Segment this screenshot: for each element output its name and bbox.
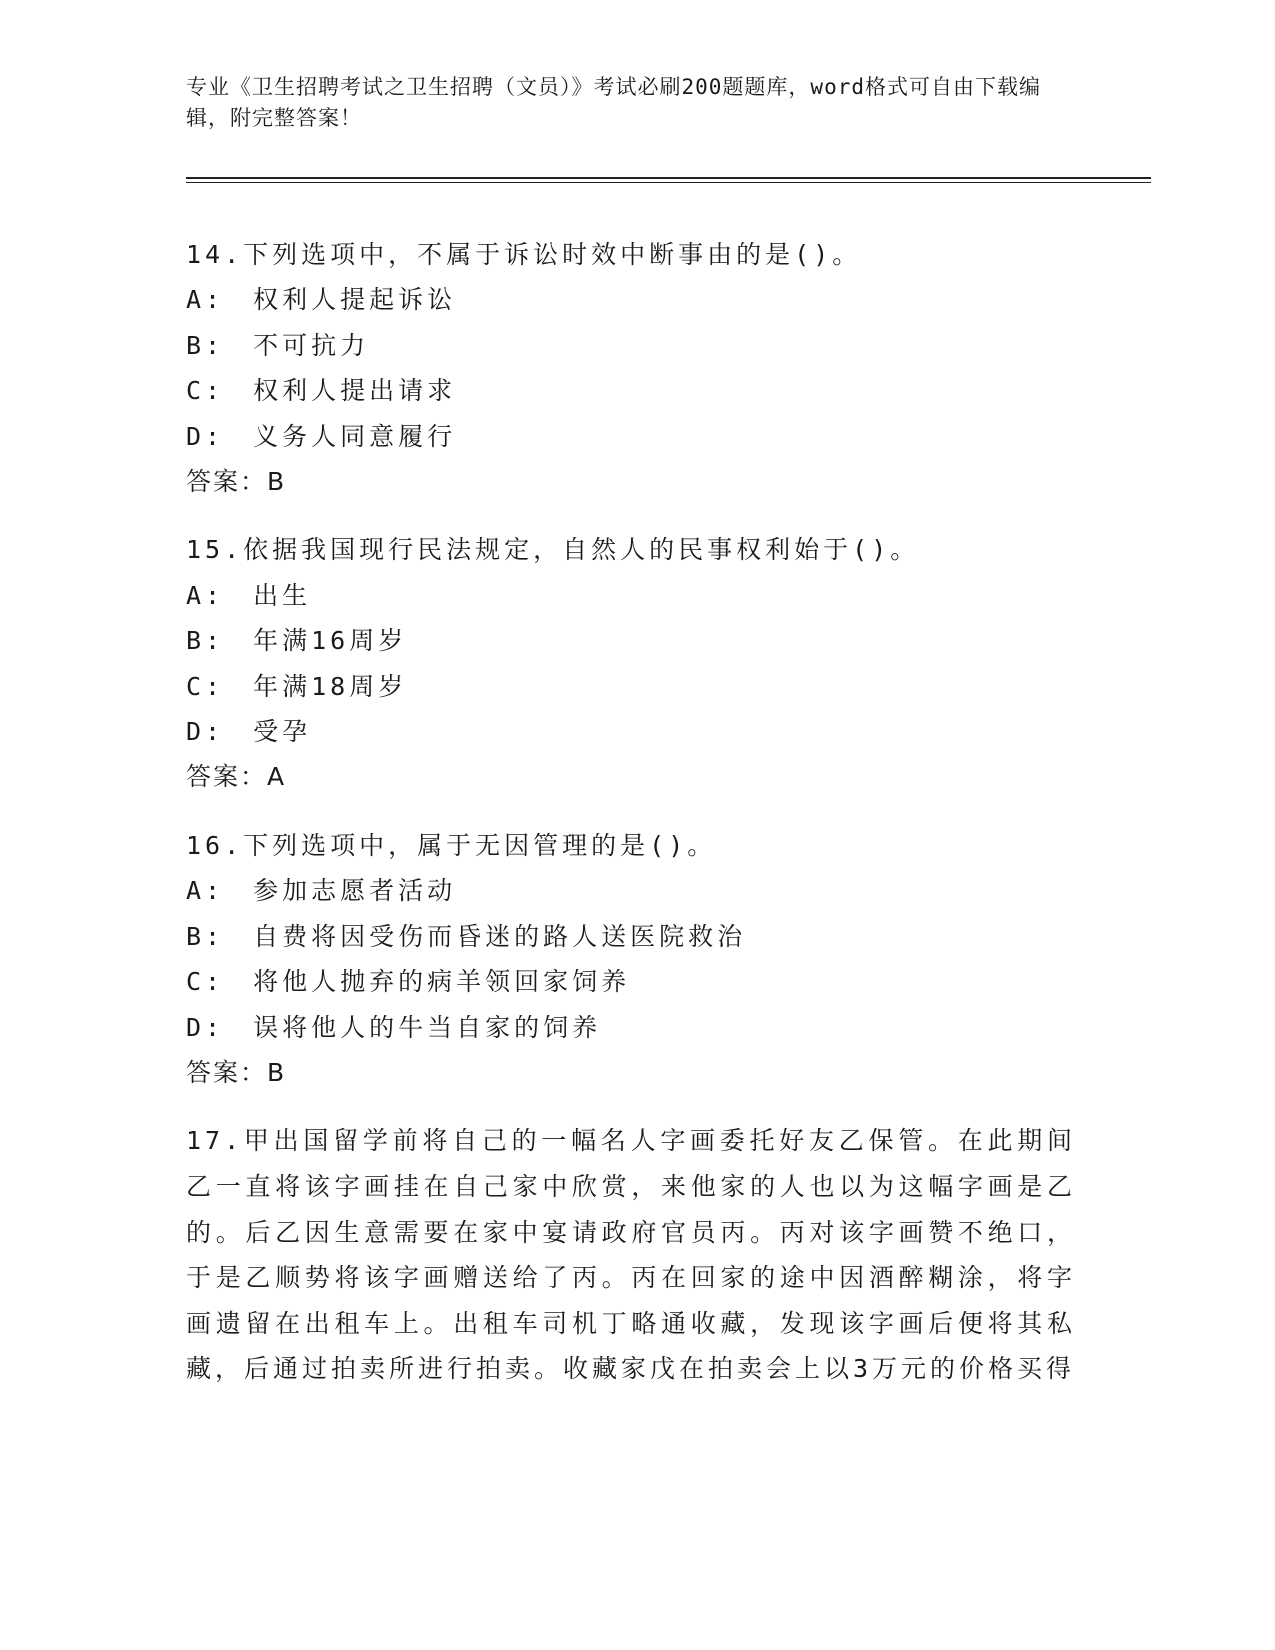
option-a: A: 出生 [186, 580, 312, 610]
option-d: D: 受孕 [186, 717, 312, 747]
option-c: C: 将他人抛弃的病羊领回家饲养 [186, 967, 631, 997]
option-b: B: 自费将因受伤而昏迷的路人送医院救治 [186, 921, 747, 951]
document-header: 专业《卫生招聘考试之卫生招聘（文员）》考试必刷200题题库，word格式可自由下载编辑，附完整答案！ [186, 75, 1041, 130]
option-b: B: 年满16周岁 [186, 626, 408, 656]
option-b: B: 不可抗力 [186, 330, 370, 360]
option-d: D: 误将他人的牛当自家的饲养 [186, 1012, 602, 1042]
question-14 [186, 232, 1076, 504]
option-a: A: 参加志愿者活动 [186, 876, 457, 906]
question-16 [186, 823, 1076, 1095]
option-c: C: 年满18周岁 [186, 671, 408, 701]
option-d: D: 义务人同意履行 [186, 421, 457, 451]
answer: 答案：B [186, 1057, 287, 1087]
question-stem: 17.甲出国留学前将自己的一幅名人字画委托好友乙保管。在此期间乙一直将该字画挂在自己家中欣赏，来他家的人也以为这幅字画是乙的。后乙因生意需要在家中宴请政府官员丙。丙对该字画赞不绝口，于是乙顺势将该字画赠送给了丙。丙在回家的途中因酒醉糊涂，将字画遗留在出租车上。出租车司机丁略通收藏，发现该字画后便将其私藏，后通过拍卖所进行拍卖。收藏家戊在拍卖会上以3万元的价格买得 [186, 1126, 1076, 1384]
header-divider-thick [186, 177, 1151, 179]
option-c: C: 权利人提出请求 [186, 376, 457, 406]
header-divider-thin [186, 182, 1151, 183]
question-17 [186, 1118, 1076, 1392]
question-15 [186, 527, 1076, 799]
option-a: A: 权利人提起诉讼 [186, 285, 457, 315]
answer: 答案：A [186, 762, 287, 792]
question-stem: 15.依据我国现行民法规定，自然人的民事权利始于()。 [186, 535, 920, 565]
question-list [186, 232, 1076, 1415]
question-stem: 14.下列选项中，不属于诉讼时效中断事由的是()。 [186, 240, 862, 269]
answer: 答案：B [186, 467, 287, 497]
question-stem: 16.下列选项中，属于无因管理的是()。 [186, 830, 717, 860]
